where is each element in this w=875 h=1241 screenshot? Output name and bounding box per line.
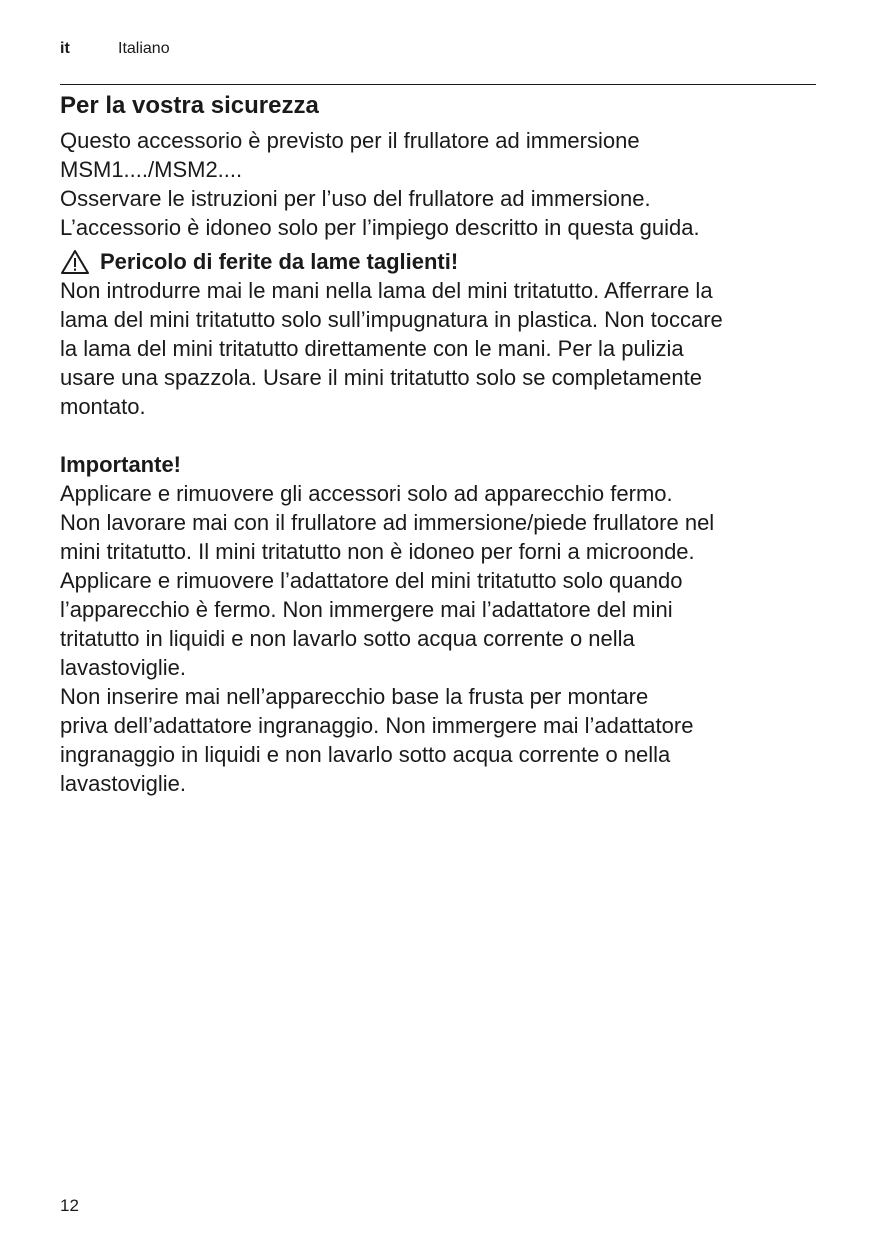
header-divider (60, 84, 816, 85)
page-header (60, 40, 816, 62)
important-line: ingranaggio in liquidi e non lavarlo sotto acqua corrente o nella (60, 742, 671, 767)
warning-line: la lama del mini tritatutto direttamente con le mani. Per la pulizia (60, 336, 684, 361)
intro-line: Questo accessorio è previsto per il frullatore ad immersione (60, 128, 640, 153)
language-code: it (60, 40, 70, 57)
intro-line: L’accessorio è idoneo solo per l’impiego descritto in questa guida. (60, 215, 700, 240)
important-line: Applicare e rimuovere l’adattatore del mini tritatutto solo quando (60, 568, 683, 593)
important-line: mini tritatutto. Il mini tritatutto non è idoneo per forni a microonde. (60, 539, 695, 564)
important-line: priva dell’adattatore ingranaggio. Non immergere mai l’adattatore (60, 713, 694, 738)
warning-line: lama del mini tritatutto solo sull’impugnatura in plastica. Non toccare (60, 307, 723, 332)
important-line: Non lavorare mai con il frullatore ad immersione/piede frullatore nel (60, 510, 715, 535)
warning-line: Non introdurre mai le mani nella lama del mini tritatutto. Afferrare la (60, 278, 713, 303)
intro-line: Osservare le istruzioni per l’uso del frullatore ad immersione. (60, 186, 651, 211)
important-line: lavastoviglie. (60, 655, 186, 680)
important-line: Non inserire mai nell’apparecchio base la frusta per montare (60, 684, 649, 709)
main-content (60, 90, 820, 798)
warning-heading (60, 247, 820, 276)
warning-line: montato. (60, 394, 146, 419)
warning-triangle-icon (60, 249, 90, 275)
page-number: 12 (60, 1196, 79, 1215)
paragraph-spacer (60, 421, 820, 450)
important-line: tritatutto in liquidi e non lavarlo sotto acqua corrente o nella (60, 626, 635, 651)
important-title: Importante! (60, 452, 181, 477)
section-title: Per la vostra sicurezza (60, 92, 319, 119)
language-name: Italiano (118, 40, 170, 57)
important-line: lavastoviglie. (60, 771, 186, 796)
important-line: Applicare e rimuovere gli accessori solo ad apparecchio fermo. (60, 481, 673, 506)
warning-line: usare una spazzola. Usare il mini tritatutto solo se completamente (60, 365, 702, 390)
warning-title: Pericolo di ferite da lame taglienti! (100, 249, 459, 274)
intro-line: MSM1..../MSM2.... (60, 157, 243, 182)
important-line: l’apparecchio è fermo. Non immergere mai l’adattatore del mini (60, 597, 673, 622)
